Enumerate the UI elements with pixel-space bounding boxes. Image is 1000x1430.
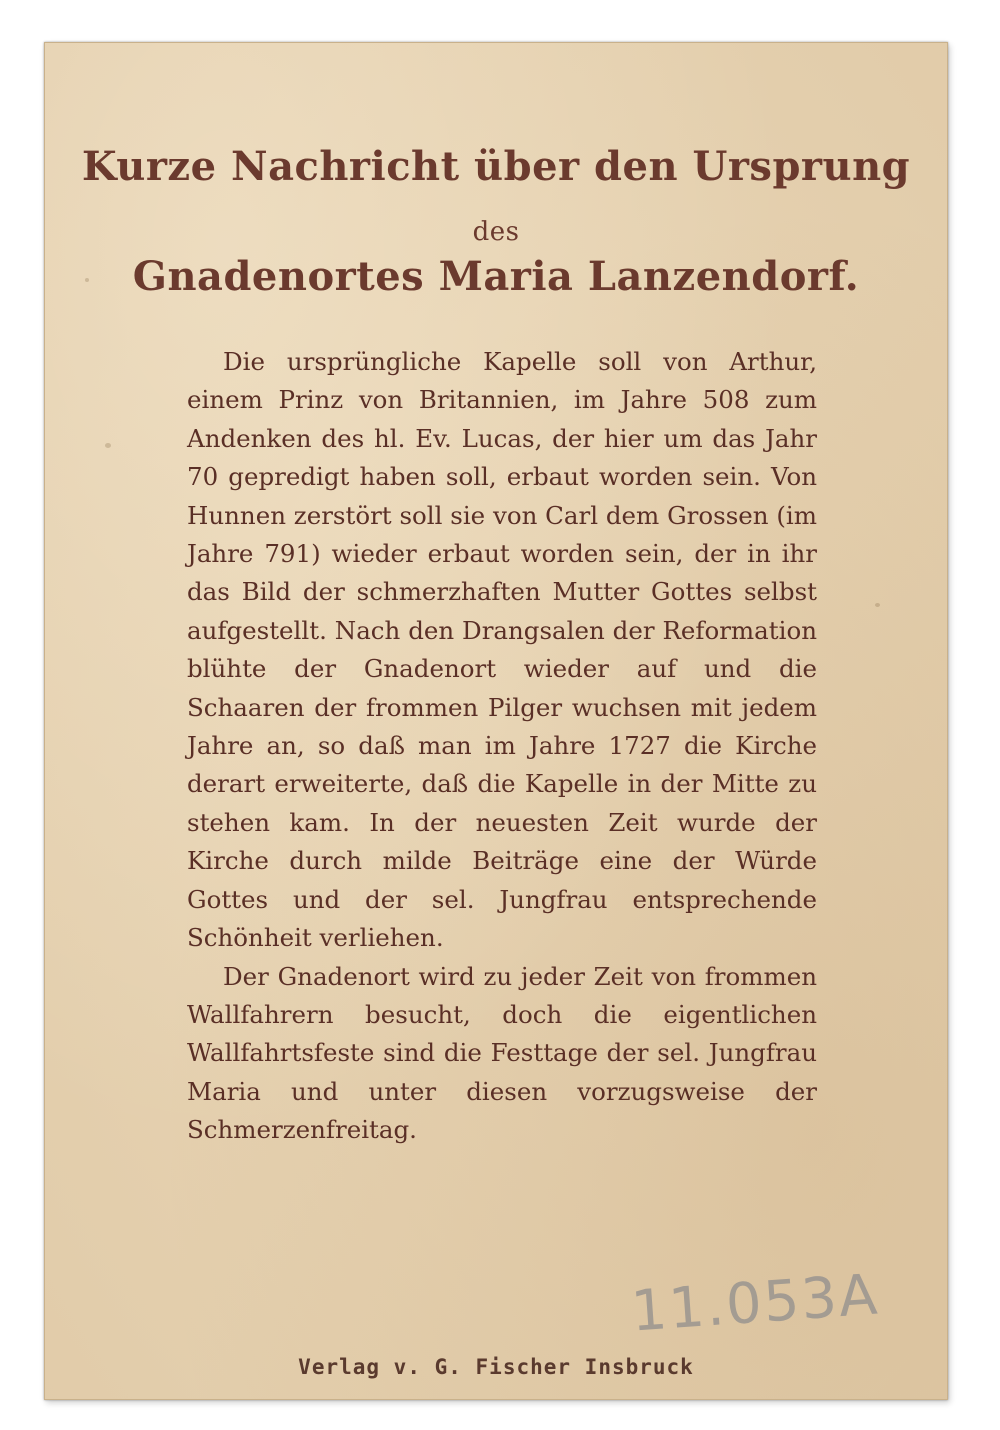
title-line-3: Gnadenortes Maria Lanzendorf.	[132, 253, 860, 300]
paragraph-2: Der Gnadenort wird zu jeder Zeit von frommen Wallfahrern besucht, doch die eigentlichen Wallfahrtsfeste sind die Festtage der sel. Jungfrau Maria und unter diesen vorzugsweise der Schmerzenfreitag.	[187, 961, 817, 1145]
inventory-number-annotation: 11.053A	[629, 1262, 882, 1345]
paragraph-1: Die ursprüngliche Kapelle soll von Arthur, einem Prinz von Britannien, im Jahre 508 zum Andenken des hl. Ev. Lucas, der hier um das Jahr 70 gepredigt haben soll, erbaut worden sein. Von Hunnen zerstört soll sie von Carl dem Grossen (im Jahre 791) wieder erbaut worden sein, der in ihr das Bild der schmerzhaften Mutter Gottes selbst aufgestellt. Nach den Drangsalen der Reformation blühte der Gnadenort wieder auf und die Schaaren der frommen Pilger wuchsen mit jedem Jahre an, so daß man im Jahre 1727 die Kirche derart erweiterte, daß die Kapelle in der Mitte zu stehen kam. In der neuesten Zeit wurde der Kirche durch milde Beiträge eine der Würde Gottes und der sel. Jungfrau entsprechende Schönheit verliehen.	[187, 347, 817, 953]
devotional-card	[44, 42, 948, 1400]
body-text	[187, 343, 817, 1150]
paper-stain	[105, 443, 111, 448]
publisher-imprint: Verlag v. G. Fischer Insbruck	[298, 1355, 694, 1379]
paper-stain	[875, 603, 880, 607]
title-line-2: des	[472, 217, 520, 247]
title-line-1: Kurze Nachricht über den Ursprung	[81, 143, 911, 190]
